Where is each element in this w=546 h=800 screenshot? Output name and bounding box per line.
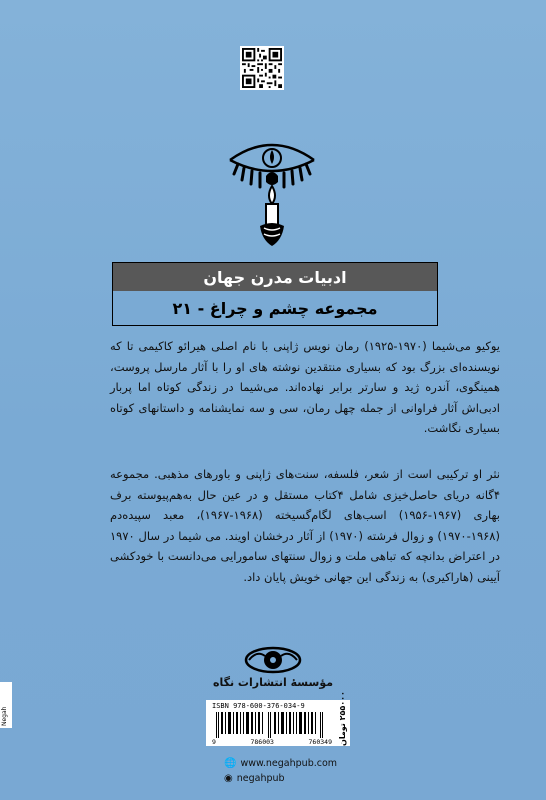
website-url[interactable]: www.negahpub.com <box>240 758 338 769</box>
qr-code <box>240 46 284 90</box>
collection-title: مجموعه چشم و چراغ - ۲۱ <box>113 291 437 325</box>
qr-code-graphic <box>242 48 282 88</box>
spine-publisher-label: Negah <box>1 706 8 726</box>
price-label: ۲۵۵۰۰۰ تومان <box>338 691 347 746</box>
website-line <box>224 758 337 769</box>
blurb-paragraph-2 <box>110 464 500 587</box>
instagram-line <box>224 773 285 784</box>
instagram-icon: ◉ <box>224 773 233 784</box>
isbn-barcode <box>206 700 336 746</box>
series-title: ادبیات مدرن جهان <box>113 263 437 291</box>
blurb-paragraph-1-text: یوکیو می‌شیما (۱۹۷۰-۱۹۲۵) رمان نویس ژاپنی با نام اصلی هیرائو کاکیمی تا که نویسنده‌ای بزرگ بود که بسیاری منتقدین نوشته های او را با آثار مارسل پروست، همینگوی، آندره ژید و سارتر برابر نهاده‌اند. می‌شیما در زندگی کوتاه اما پربار ادبی‌اش آثار فراوانی از جمله چهل رمان، سی و سه نمایشنامه و داستانهای کوتاه بسیاری نگاشت. <box>110 339 500 435</box>
barcode-digit-prefix: 9 <box>212 738 216 746</box>
publisher-name: مؤسسهٔ انتشارات نگاه <box>212 676 334 689</box>
blurb-paragraph-2-text: نثر او ترکیبی است از شعر، فلسفه، سنت‌های ژاپنی و باورهای مذهبی. مجموعه ۴گانه دریای حاصل‌خیزی شامل ۴کتاب مستقل و در عین حال به‌هم‌پیوسته برف بهاری (۱۹۶۷-۱۹۵۶) اسب‌های لگام‌گسیخته (۱۹۶۸-۱۹۶۷)، معبد سپیده‌دم (۱۹۶۸-۱۹۷۰) و زوال فرشته (۱۹۷۰) از آثار درخشان اویند. می شیما در سال ۱۹۷۰ در اعتراض بدانچه که تباهی ملت و زوال سنتهای سامورایی می‌دانست با خودکشی آیینی (هاراکیری) به زندگی این جهانی خویش پایان داد. <box>110 467 501 584</box>
barcode-graphic <box>212 712 330 738</box>
eye-candle-illustration <box>222 130 322 255</box>
spine-publisher-mark <box>0 682 12 728</box>
barcode-digits-right: 760349 <box>308 738 332 746</box>
publisher-logo <box>243 646 303 674</box>
barcode-digits <box>212 738 332 746</box>
barcode-digits-left: 786003 <box>250 738 274 746</box>
isbn-label: ISBN 978-600-376-034-9 <box>212 702 305 710</box>
series-banner <box>112 262 438 326</box>
blurb-paragraph-1 <box>110 336 500 439</box>
globe-icon: 🌐 <box>224 758 237 769</box>
instagram-handle[interactable]: negahpub <box>236 773 285 784</box>
